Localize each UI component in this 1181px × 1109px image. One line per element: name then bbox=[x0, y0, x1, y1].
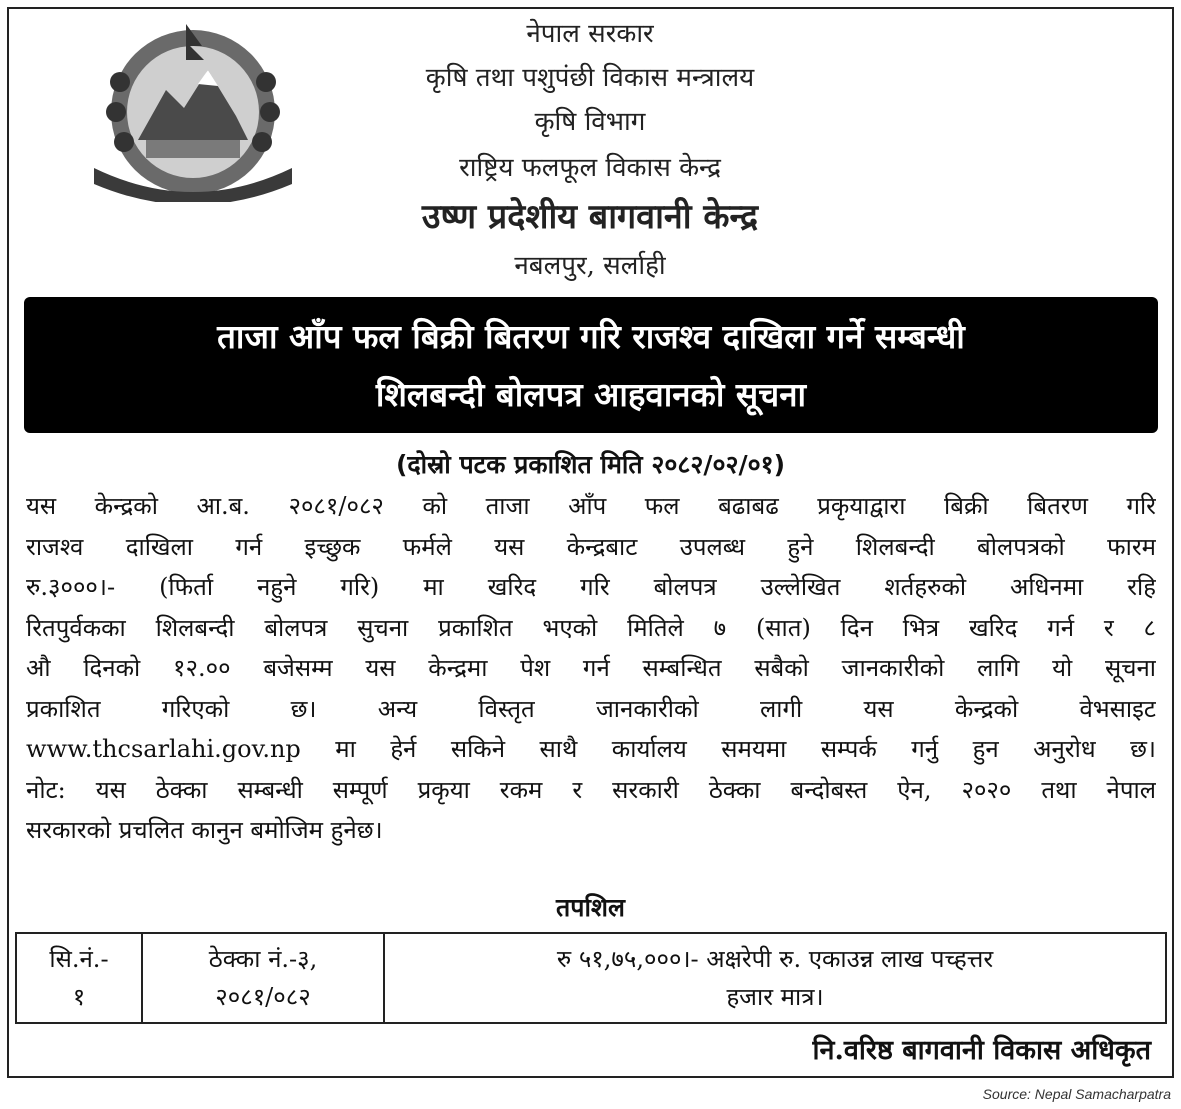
header-department: कृषि विभाग bbox=[534, 107, 646, 137]
header-address: नबलपुर, सर्लाही bbox=[514, 251, 666, 281]
header-center: राष्ट्रिय फलफूल विकास केन्द्र bbox=[459, 153, 721, 183]
notice-body bbox=[26, 486, 1156, 851]
body-line: राजश्व दाखिला गर्न इच्छुक फर्मले यस केन्द्रबाट उपलब्ध हुने शिलबन्दी बोलपत्रको फारम bbox=[26, 532, 1156, 561]
body-line-website: www.thcsarlahi.gov.np मा हेर्न सकिने साथै कार्यालय समयमा सम्पर्क गर्नु हुन अनुरोध छ। bbox=[26, 735, 1156, 763]
body-line: रितपुर्वकका शिलबन्दी बोलपत्र सुचना प्रकाशित भएको मितिले ७ (सात) दिन भित्र खरिद गर्न र ८ bbox=[26, 613, 1156, 642]
contract-year: २०८१/०८२ bbox=[215, 983, 311, 1011]
amount-line2: हजार मात्र। bbox=[726, 983, 824, 1011]
notice-title-line1: ताजा आँप फल बिक्री बितरण गरि राजश्व दाखिला गर्ने सम्बन्धी bbox=[217, 317, 965, 356]
serial-label: सि.नं.- bbox=[49, 945, 109, 973]
body-line: प्रकाशित गरिएको छ। अन्य विस्तृत जानकारीको लागी यस केन्द्रको वेभसाइट bbox=[26, 694, 1156, 723]
contract-cell bbox=[142, 933, 384, 1023]
header-ministry: कृषि तथा पशुपंछी विकास मन्त्रालय bbox=[425, 63, 755, 93]
source-credit: Source: Nepal Samacharpatra bbox=[982, 1086, 1171, 1102]
signatory-title: नि.वरिष्ठ बागवानी विकास अधिकृत bbox=[812, 1035, 1151, 1066]
schedule-table bbox=[15, 932, 1167, 1024]
body-line: औ दिनको १२.०० बजेसम्म यस केन्द्रमा पेश गर्न सम्बन्धित सबैको जानकारीको लागि यो सूचना bbox=[26, 654, 1156, 682]
body-line: रु.३०००।- (फिर्ता नहुने गरि) मा खरिद गरि बोलपत्र उल्लेखित शर्तहरुको अधिनमा रहि bbox=[26, 573, 1156, 601]
header-office: उष्ण प्रदेशीय बागवानी केन्द्र bbox=[421, 197, 759, 237]
table-row bbox=[16, 933, 1166, 1023]
body-line: यस केन्द्रको आ.ब. २०८१/०८२ को ताजा आँप फल बढाबढ प्रकृयाद्वारा बिक्री बितरण गरि bbox=[26, 492, 1156, 520]
notice-title-banner bbox=[24, 297, 1158, 433]
body-line-note: नोट: यस ठेक्का सम्बन्धी सम्पूर्ण प्रकृया रकम र सरकारी ठेक्का बन्दोबस्त ऐन, २०२० तथा नेपाल bbox=[26, 775, 1156, 804]
schedule-title: तपशिल bbox=[556, 893, 625, 922]
serial-value: १ bbox=[72, 983, 86, 1011]
notice-title-line2: शिलबन्दी बोलपत्र आहवानको सूचना bbox=[375, 375, 807, 414]
amount-cell bbox=[384, 933, 1166, 1023]
serial-cell bbox=[16, 933, 142, 1023]
header-government: नेपाल सरकार bbox=[526, 19, 654, 49]
amount-line1: रु ५१,७५,०००।- अक्षरेपी रु. एकाउन्न लाख पच्हत्तर bbox=[556, 945, 994, 973]
contract-label: ठेक्का नं.-३, bbox=[208, 945, 318, 973]
body-line-note: सरकारको प्रचलित कानुन बमोजिम हुनेछ। bbox=[26, 816, 383, 844]
publish-date-note: (दोस्रो पटक प्रकाशित मिति २०८२/०२/०१) bbox=[395, 450, 786, 479]
